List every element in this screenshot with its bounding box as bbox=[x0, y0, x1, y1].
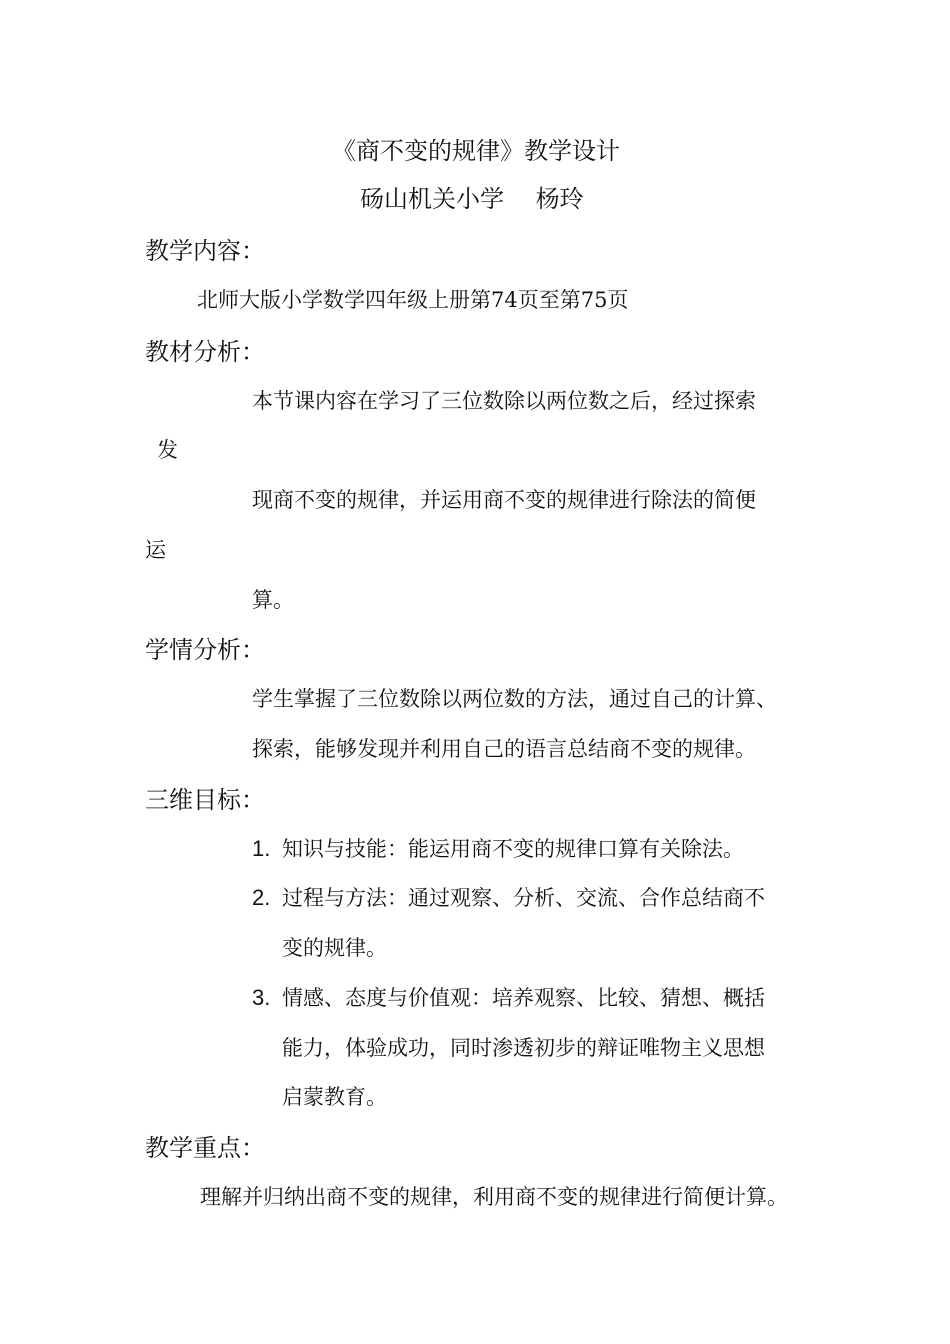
analysis-line-5: 算。 bbox=[252, 588, 294, 612]
analysis-line-2: 发 bbox=[157, 438, 178, 462]
analysis-line-1: 本节课内容在学习了三位数除以两位数之后，经过探索 bbox=[252, 389, 756, 413]
section-text-focus: 理解并归纳出商不变的规律，利用商不变的规律进行简便计算。 bbox=[200, 1185, 788, 1209]
goal-1-line-1: 知识与技能：能运用商不变的规律口算有关除法。 bbox=[282, 837, 744, 861]
analysis-line-4: 运 bbox=[145, 538, 166, 562]
goal-2-line-1: 过程与方法：通过观察、分析、交流、合作总结商不 bbox=[282, 886, 765, 910]
section-heading-goals: 三维目标： bbox=[145, 786, 265, 814]
document-title: 《商不变的规律》教学设计 bbox=[332, 137, 620, 165]
goal-3-line-3: 启蒙教育。 bbox=[282, 1085, 387, 1109]
analysis-line-3: 现商不变的规律，并运用商不变的规律进行除法的简便 bbox=[252, 488, 756, 512]
section-heading-students: 学情分析： bbox=[145, 636, 265, 664]
goal-3-line-1: 情感、态度与价值观：培养观察、比较、猜想、概括 bbox=[282, 986, 765, 1010]
section-text-content: 北师大版小学数学四年级上册第74页至第75页 bbox=[197, 288, 629, 312]
document-author: 砀山机关小学 杨玲 bbox=[360, 185, 584, 213]
goal-3-line-2: 能力，体验成功，同时渗透初步的辩证唯物主义思想 bbox=[282, 1036, 765, 1060]
goal-number-1: 1. bbox=[252, 836, 271, 861]
goal-2-line-2: 变的规律。 bbox=[282, 936, 387, 960]
students-line-2: 探索，能够发现并利用自己的语言总结商不变的规律。 bbox=[252, 737, 756, 761]
section-heading-analysis: 教材分析： bbox=[145, 338, 265, 366]
section-heading-content: 教学内容： bbox=[145, 237, 265, 265]
section-heading-focus: 教学重点： bbox=[145, 1134, 265, 1162]
goal-number-2: 2. bbox=[252, 885, 271, 910]
goal-number-3: 3. bbox=[252, 985, 271, 1010]
students-line-1: 学生掌握了三位数除以两位数的方法，通过自己的计算、 bbox=[252, 687, 777, 711]
